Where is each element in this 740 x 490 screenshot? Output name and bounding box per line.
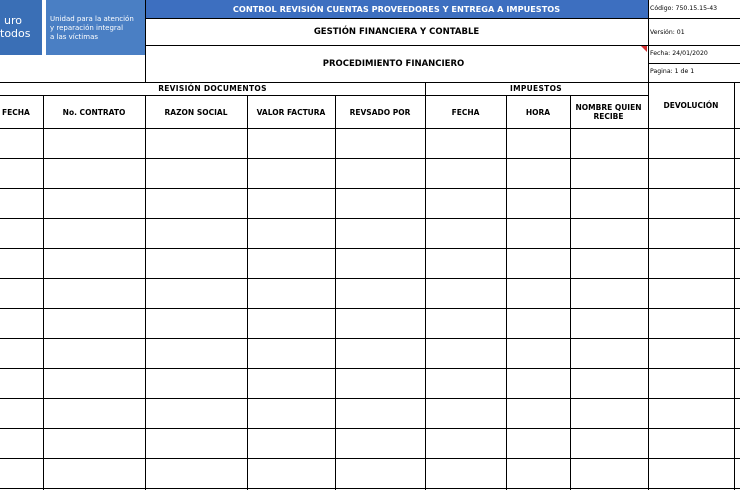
- area-title: GESTIÓN FINANCIERA Y CONTABLE: [313, 27, 480, 37]
- column-revisado-por: REVSADO POR: [349, 107, 411, 117]
- table-row-line: [0, 248, 740, 249]
- grid-line-h: [0, 95, 648, 96]
- logo-text-top: uro: [4, 14, 22, 27]
- logo: [0, 0, 145, 55]
- logo-caption-2: y reparación integral: [50, 24, 124, 32]
- grid-line-v: [648, 0, 649, 490]
- table-column-line: [570, 95, 571, 490]
- table-row-line: [0, 458, 740, 459]
- table-row-line: [0, 428, 740, 429]
- column-valor-factura: VALOR FACTURA: [256, 107, 326, 117]
- table-column-line: [506, 95, 507, 490]
- grid-line-h: [648, 63, 740, 64]
- logo-caption-1: Unidad para la atención: [50, 15, 134, 23]
- table-column-line: [247, 95, 248, 490]
- table-row-line: [0, 188, 740, 189]
- grid-line-v: [145, 0, 146, 82]
- column-hora: HORA: [525, 107, 551, 117]
- grid-line-h: [145, 45, 740, 46]
- group-revision-documentos: REVISIÓN DOCUMENTOS: [158, 84, 267, 93]
- grid-line-h: [0, 82, 740, 83]
- table-row-line: [0, 308, 740, 309]
- document-code: Código: 750.15.15-43: [650, 5, 718, 12]
- document-page: Pagina: 1 de 1: [650, 68, 695, 75]
- table-row-line: [0, 278, 740, 279]
- column-devolucion: DEVOLUCIÓN: [663, 101, 719, 110]
- comment-marker: [640, 45, 647, 52]
- table-column-line: [335, 95, 336, 490]
- document-date: Fecha: 24/01/2020: [650, 50, 708, 57]
- grid-line-h: [0, 128, 740, 129]
- logo-text-bottom: todos: [0, 27, 31, 40]
- table-column-line: [43, 95, 44, 490]
- table-row-line: [0, 158, 740, 159]
- logo-caption-3: a las víctimas: [50, 33, 99, 41]
- table-row-line: [0, 338, 740, 339]
- table-row-line: [0, 398, 740, 399]
- column-fecha-impuestos: FECHA: [451, 107, 480, 117]
- column-nombre-quien-recibe: NOMBRE QUIEN RECIBE: [575, 103, 642, 121]
- column-no-contrato: No. CONTRATO: [62, 107, 126, 117]
- document-title: CONTROL REVISIÓN CUENTAS PROVEEDORES Y ENTREGA A IMPUESTOS: [145, 0, 648, 19]
- table-row-line: [0, 488, 740, 489]
- column-razon-social: RAZON SOCIAL: [164, 107, 228, 117]
- column-fecha-revision: FECHA: [2, 107, 30, 117]
- document-version: Versión: 01: [650, 29, 685, 36]
- grid-line-h: [145, 18, 740, 19]
- table-column-line: [145, 95, 146, 490]
- group-impuestos: IMPUESTOS: [510, 84, 562, 93]
- table-row-line: [0, 218, 740, 219]
- procedure-title: PROCEDIMIENTO FINANCIERO: [322, 59, 465, 69]
- table-row-line: [0, 368, 740, 369]
